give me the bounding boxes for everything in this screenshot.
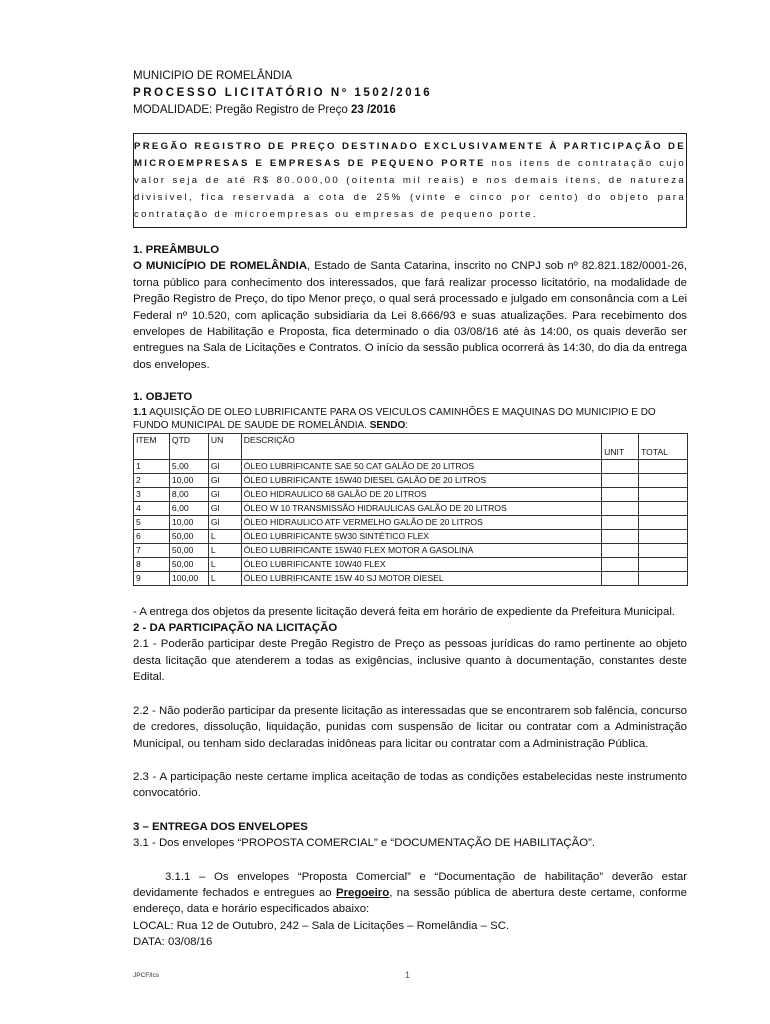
- cell-unit: [602, 571, 639, 585]
- cell-unit: [602, 459, 639, 473]
- cell-un: L: [208, 557, 241, 571]
- cell-unit: [602, 515, 639, 529]
- cell-unit: [602, 543, 639, 557]
- preambulo-text: O MUNICÍPIO DE ROMELÂNDIA, Estado de Santa Catarina, inscrito no CNPJ sob nº 82.821.182/0001-26, torna público para conhecimento dos interessados, que fará realizar processo licitatório, na modalidade de Pregão Registro de Preço, do tipo Menor preço, o qual será processado e julgado em consonância com a Lei Federal nº 10.520, com aplicação subsidiaria da Lei 8.666/93 e suas atualizações. Para recebimento dos envelopes de Habilitação e Proposta, fica determinado o dia 03/08/16 até às 14:00, os quais deverão ser entregues na Sala de Licitações e Contratos. O início da sessão publica ocorrerá às 14:30, do dia da entrega dos envelopes.: [133, 260, 687, 371]
- cell-unit: [602, 557, 639, 571]
- table-row: [134, 557, 688, 571]
- items-table: [133, 433, 688, 586]
- cell-desc: ÓLEO LUBRIFICANTE 10W40 FLEX: [241, 557, 601, 571]
- cell-total: [639, 529, 688, 543]
- cell-un: Gl: [208, 501, 241, 515]
- participacao-2-3: 2.3 - A participação neste certame implica aceitação de todas as condições estabelecidas neste instrumento convocatório.: [133, 770, 687, 800]
- table-row: [134, 459, 688, 473]
- footer-code: JPCF/lcs: [133, 972, 159, 979]
- cell-total: [639, 459, 688, 473]
- cell-desc: ÓLEO LUBRIFICANTE 15W40 FLEX MOTOR A GASOLINA: [241, 543, 601, 557]
- exclusive-participation-notice: PREGÃO REGISTRO DE PREÇO DESTINADO EXCLUSIVAMENTE À PARTICIPAÇÃO DE MICROEMPRESAS E EMPRESAS DE PEQUENO PORTE nos itens de contratação cujo valor seja de até R$ 80.000,00 (oitenta mil reais) e nos demais itens, de natureza divisível, fica reservada a cota de 25% (vinte e cinco por cento) do objeto para contratação de microempresas ou empresas de pequeno porte.: [133, 133, 687, 228]
- cell-item: 3: [134, 487, 170, 501]
- cell-total: [639, 543, 688, 557]
- delivery-note: - A entrega dos objetos da presente licitação deverá feita em horário de expediente da Prefeitura Municipal.: [133, 605, 676, 618]
- preambulo-heading: 1. PREÂMBULO: [133, 244, 220, 256]
- cell-un: Gl: [208, 473, 241, 487]
- cell-item: 2: [134, 473, 170, 487]
- document-header: [133, 68, 687, 119]
- cell-unit: [602, 529, 639, 543]
- cell-qtd: 100,00: [169, 571, 208, 585]
- cell-desc: ÓLEO LUBRIFICANTE 15W40 DIESEL GALÃO DE 20 LITROS: [241, 473, 601, 487]
- cell-total: [639, 473, 688, 487]
- cell-qtd: 50,00: [169, 543, 208, 557]
- municipality-name: MUNICIPIO DE ROMELÂNDIA: [133, 70, 293, 82]
- entrega-3-1-1: 3.1.1 – Os envelopes “Proposta Comercial” e “Documentação de habilitação” deverão estar devidamente fechados e entregues ao Pregoeiro, na sessão pública de abertura deste certame, conforme endereço, data e horário especificados abaixo:: [133, 870, 687, 916]
- cell-un: Gl: [208, 515, 241, 529]
- modality-line: MODALIDADE: Pregão Registro de Preço 23 /2016: [133, 104, 396, 116]
- cell-total: [639, 501, 688, 515]
- cell-desc: ÓLEO LUBRIFICANTE 15W 40 SJ MOTOR DIESEL: [241, 571, 601, 585]
- participacao-heading: 2 - DA PARTICIPAÇÃO NA LICITAÇÃO: [133, 622, 338, 635]
- process-number: PROCESSO LICITATÓRIO Nº 1502/2016: [133, 87, 433, 99]
- objeto-text: 1.1 AQUISIÇÃO DE OLEO LUBRIFICANTE PARA OS VEICULOS CAMINHÕES E MAQUINAS DO MUNICIPIO E DO FUNDO MUNICIPAL DE SAUDE DE ROMELÂNDIA. SENDO:: [133, 406, 656, 432]
- cell-item: 4: [134, 501, 170, 515]
- table-row: [134, 515, 688, 529]
- cell-desc: ÓLEO HIDRAULICO 68 GALÃO DE 20 LITROS: [241, 487, 601, 501]
- participacao-2-1: 2.1 - Poderão participar deste Pregão Registro de Preço as pessoas jurídicas do ramo pertinente ao objeto desta licitação que atenderem a todas as exigências, inclusive quanto à documentação, constantes deste Edital.: [133, 638, 687, 684]
- entrega-data: DATA: 03/08/16: [133, 936, 213, 949]
- cell-desc: ÓLEO LUBRIFICANTE 5W30 SINTÉTICO FLEX: [241, 529, 601, 543]
- col-item: ITEM: [134, 433, 170, 459]
- col-desc: DESCRIÇÃO: [241, 433, 601, 459]
- table-row: [134, 487, 688, 501]
- cell-qtd: 50,00: [169, 529, 208, 543]
- cell-item: 1: [134, 459, 170, 473]
- table-row: [134, 571, 688, 585]
- cell-un: L: [208, 543, 241, 557]
- cell-item: 8: [134, 557, 170, 571]
- table-header-row: [134, 433, 688, 445]
- cell-total: [639, 557, 688, 571]
- table-row: [134, 529, 688, 543]
- cell-item: 5: [134, 515, 170, 529]
- table-row: [134, 543, 688, 557]
- table-row: [134, 501, 688, 515]
- entrega-heading: 3 – ENTREGA DOS ENVELOPES: [133, 820, 308, 833]
- cell-qtd: 6,00: [169, 501, 208, 515]
- cell-total: [639, 571, 688, 585]
- cell-un: L: [208, 571, 241, 585]
- cell-qtd: 10,00: [169, 515, 208, 529]
- cell-item: 6: [134, 529, 170, 543]
- cell-unit: [602, 487, 639, 501]
- entrega-3-1: 3.1 - Dos envelopes “PROPOSTA COMERCIAL” e “DOCUMENTAÇÃO DE HABILITAÇÃO”.: [133, 837, 596, 850]
- objeto-heading: 1. OBJETO: [133, 391, 193, 404]
- col-un: UN: [208, 433, 241, 459]
- col-unit: UNIT: [602, 445, 639, 460]
- cell-qtd: 5,00: [169, 459, 208, 473]
- cell-qtd: 50,00: [169, 557, 208, 571]
- cell-item: 9: [134, 571, 170, 585]
- entrega-local: LOCAL: Rua 12 de Outubro, 242 – Sala de Licitações – Romelândia – SC.: [133, 919, 510, 932]
- table-row: [134, 473, 688, 487]
- cell-total: [639, 515, 688, 529]
- document-page: [133, 68, 687, 951]
- cell-total: [639, 487, 688, 501]
- col-qtd: QTD: [169, 433, 208, 459]
- col-total: TOTAL: [639, 445, 688, 460]
- participacao-2-2: 2.2 - Não poderão participar da presente licitação as interessadas que se encontrarem sob falência, concurso de credores, dissolução, liquidação, punidas com suspensão de licitar ou contratar com a Administração Municipal, ou tenham sido declaradas inidôneas para licitar ou contratar com a Administração Pública.: [133, 704, 687, 750]
- cell-qtd: 10,00: [169, 473, 208, 487]
- cell-item: 7: [134, 543, 170, 557]
- cell-unit: [602, 501, 639, 515]
- page-number: 1: [405, 970, 411, 980]
- cell-qtd: 8,00: [169, 487, 208, 501]
- cell-un: L: [208, 529, 241, 543]
- cell-un: Gl: [208, 487, 241, 501]
- cell-desc: ÓLEO W 10 TRANSMISSÃO HIDRAULICAS GALÃO DE 20 LITROS: [241, 501, 601, 515]
- cell-un: Gl: [208, 459, 241, 473]
- cell-desc: ÓLEO LUBRIFICANTE SAE 50 CAT GALÃO DE 20 LITROS: [241, 459, 601, 473]
- cell-unit: [602, 473, 639, 487]
- cell-desc: ÓLEO HIDRAULICO ATF VERMELHO GALÃO DE 20 LITROS: [241, 515, 601, 529]
